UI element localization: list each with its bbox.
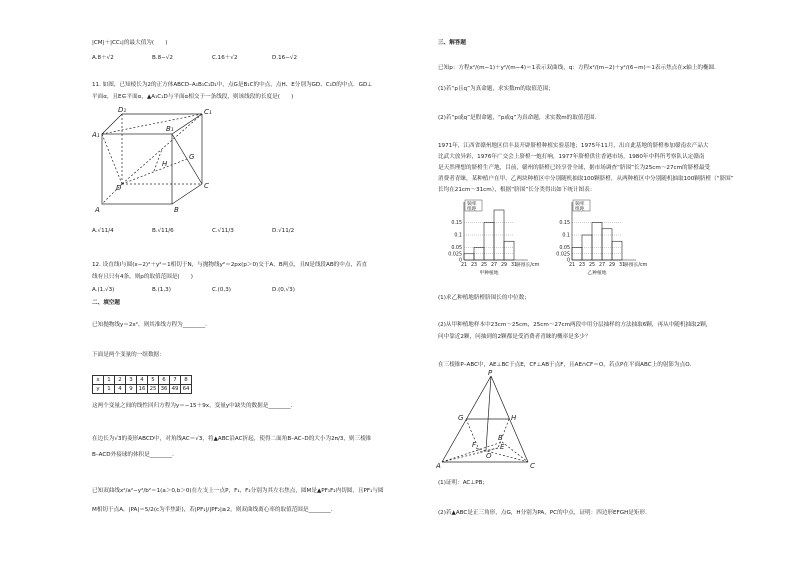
q19-text: 在三棱锥P–ABC中，AE⊥BC于点E，CF⊥AB于点F，且AE∩CF＝O，若点P在平面ABC上的射影为点O．: [438, 362, 696, 368]
label-b: B: [174, 206, 179, 214]
y-tick-label: 0.1: [454, 233, 462, 239]
q18-line1: 1971年，江西省赣州地区信丰县开辟脐橙种植实验基地；1975年11月，出自此基地的脐橙参加赣南农产品大: [438, 143, 709, 149]
label-e: E: [500, 443, 505, 451]
q18-part1: (1)求乙种植地脐橙脐围长的中位数；: [438, 295, 530, 301]
table-cell: 1: [104, 385, 115, 394]
table-cell: x: [93, 376, 104, 385]
table-cell: 49: [170, 385, 181, 394]
y-tick-label: 0.1: [562, 233, 570, 239]
histogram-bar: [592, 223, 602, 261]
q15-line1: 在边长为√3的菱形ABCD中，对角线AC＝√3，将▲ABC沿AC折起，使得二面角B–AC–D的大小为2π/3，则三棱锥: [92, 436, 372, 442]
label-a: A: [436, 462, 441, 470]
q12-option-b: B.(1,3): [152, 287, 171, 293]
label-g: G: [458, 414, 464, 422]
histogram-b: [548, 198, 648, 278]
label-f: F: [472, 441, 477, 449]
q18-part2-line2: 问中靠近2颗，问抽到的2颗都是受消费者青睐的概率是多少？: [438, 334, 591, 340]
x-tick-label: 27: [490, 263, 498, 268]
label-a1: A₁: [92, 131, 100, 139]
q12-option-c: C.(0,3): [212, 287, 231, 293]
x-tick-label: 21: [568, 263, 576, 268]
table-cell: 2: [115, 376, 126, 385]
x-tick-label: 23: [470, 263, 478, 268]
pyramid-figure: [436, 370, 546, 470]
label-g: G: [189, 153, 195, 161]
y-tick-label: 0.025: [556, 252, 570, 258]
label-c: C: [204, 182, 209, 190]
y-tick-label: 0.05: [451, 246, 462, 251]
x-tick-label: 31: [510, 263, 518, 268]
label-d: D: [116, 184, 122, 192]
label-b1: B₁: [166, 125, 174, 133]
section-fill-in: 二、填空题: [92, 300, 120, 306]
table-cell: 6: [159, 376, 170, 385]
histogram-bar: [484, 223, 494, 261]
q11-option-b: B.√11/6: [152, 228, 174, 234]
table-cell: 1: [104, 376, 115, 385]
section-answer: 三、解答题: [438, 40, 466, 46]
y-tick-label: 0: [458, 258, 462, 264]
histogram-bar: [464, 254, 474, 260]
data-table: [92, 375, 192, 394]
x-tick-label: 25: [480, 263, 488, 268]
q11-option-a: A.√11/4: [92, 228, 114, 234]
q10-option-b: B.8−√2: [152, 55, 173, 61]
histogram-bar: [504, 241, 514, 260]
q18-line2: 比武大放异彩，1976年广交会上脐橙一炮打响，1977年脐橙供往香港市场，1980年中科所考察队认定赣南: [438, 154, 705, 160]
x-tick-label: 29: [608, 263, 616, 268]
q18-line4: 消费者青睐，某种植户在甲、乙两块种植区中分别随机抽取100颗脐橙，从两种植区中分别随机抽取100颗脐橙（“脐围”: [438, 176, 734, 182]
q12-option-a: A.(1,√3): [92, 287, 115, 293]
q14-text: 下面是两个变量的一组数据：: [92, 352, 165, 358]
q15-line2: B–ACD外接球的体积是________．: [92, 452, 178, 458]
q11-option-d: D.√11/2: [272, 228, 295, 234]
table-row-x: [93, 376, 192, 385]
q19-part2: (2)若▲ABC是正三角形，点G，H分别为PA，PC的中点，证明：四边形EFGH是矩形.: [438, 510, 647, 516]
y-axis-label: 频率: [467, 202, 477, 207]
label-c1: C₁: [204, 108, 212, 116]
table-cell: 7: [170, 376, 181, 385]
table-cell: 3: [126, 376, 137, 385]
table-cell: 5: [148, 376, 159, 385]
q12-option-d: D.(0,√3): [272, 287, 295, 293]
table-cell: 4: [137, 376, 148, 385]
table-cell: 64: [181, 385, 192, 394]
table-cell: 9: [126, 385, 137, 394]
x-tick-label: 31: [618, 263, 626, 268]
histogram-a: [440, 198, 540, 278]
x-tick-label: 23: [578, 263, 586, 268]
q13-text: 已知抛物线y＝2x²，则其准线方程为________．: [92, 322, 211, 328]
label-h: H: [511, 414, 517, 422]
q17-part2: (2)若“p或q”是假命题，“p或q”为真命题，求实数m的取值范围．: [438, 115, 601, 121]
histogram-bar: [612, 241, 622, 260]
histogram-caption: 乙种植地: [587, 271, 607, 276]
label-a: A: [95, 206, 100, 214]
x-axis-label: 脐围长/cm: [516, 263, 540, 268]
table-cell: 8: [181, 376, 192, 385]
q17-text: 已知p：方程x²/(m−1)＋y²/(m−4)＝1表示双曲线，q：方程x²/(m−2)＋y²/(6−m)＝1表示焦点在x轴上的椭圆．: [438, 65, 720, 71]
q12-line2: 线有且只有4条，则p的取值范围是( ): [92, 274, 193, 280]
table-cell: 36: [159, 385, 170, 394]
q10-option-a: A.8＋√2: [92, 55, 114, 61]
q16-line2: M相切于点A，|PA|＝5/2(c为半焦距)，若|PF₁|/|PF₂|≥2，则双曲线离心率的取值范围是________．: [92, 507, 337, 513]
label-h: H: [162, 160, 168, 168]
x-axis-label: 脐围长/cm: [624, 263, 648, 268]
label-c: C: [530, 462, 535, 470]
label-d1: D₁: [118, 106, 127, 114]
table-row-y: [93, 385, 192, 394]
q19-part1: (1)证明：AC⊥PB；: [438, 480, 489, 486]
q10-option-c: C.16＋√2: [212, 55, 238, 61]
q17-part1: (1)若“p且q”为真命题，求实数m的取值范围；: [438, 86, 554, 92]
y-tick-label: 0.15: [451, 221, 462, 226]
q18-part2-line1: (2)从甲种植地样本中23cm～25cm，25cm～27cm两段中用分层抽样的方法抽取6颗，再从中随机抽取2颗，: [438, 322, 712, 328]
q11-option-c: C.√11/3: [212, 228, 234, 234]
q14-question: 这两个变量之间的线性回归方程为y＝−15＋9x，变量y中缺失的数据是________．: [92, 403, 297, 409]
q11-line2: 平面α，且E∈平面α，▲A₁C₁D与平面α相交于一条线段，则该线段的长度是( ): [92, 94, 294, 100]
y-axis-label: 频率: [575, 202, 585, 207]
q18-line5: 长均在21cm～31cm），根据“脐围”长分类得出如下统计图表：: [438, 187, 596, 193]
y-axis-label-unit: 组距: [467, 207, 477, 212]
y-tick-label: 0.05: [559, 246, 570, 251]
table-cell: 4: [115, 385, 126, 394]
y-axis-label-unit: 组距: [575, 207, 585, 212]
x-tick-label: 27: [598, 263, 606, 268]
x-tick-label: 29: [500, 263, 508, 268]
label-o: O: [486, 452, 492, 460]
table-cell: y: [93, 385, 104, 394]
label-p: P: [488, 370, 493, 377]
q16-line1: 已知双曲线x²/a²−y²/b²＝1(a＞0,b＞0)在左支上一点P，F₁，F₂分别为其左右焦点，圆M是▲PF₁F₂内切圆，且PF₁与圆: [92, 488, 384, 494]
x-tick-label: 25: [588, 263, 596, 268]
q10-tail: |CM|＋|CC₁|的最大值为( ): [92, 40, 168, 46]
q11-line1: 11. 如图，已知棱长为2的正方体ABCD–A₁B₁C₁D₁中，点G是B₁C的中点，点H、E分别为GD、C₁D的中点．GD⊥: [92, 82, 373, 88]
table-cell: 16: [137, 385, 148, 394]
q10-option-d: D.16−√2: [272, 55, 298, 61]
cube-figure: [92, 104, 222, 214]
y-tick-label: 0: [566, 258, 570, 264]
histogram-bar: [602, 229, 612, 260]
histogram-caption: 甲种植地: [479, 271, 499, 276]
x-tick-label: 21: [460, 263, 468, 268]
label-b: B: [498, 434, 503, 442]
q18-line3: 是天然理想的脐橙生产地，目前，赣州的脐橙已经享誉全球，据市场调查“脐围”长为25cm～27cm的脐橙最受: [438, 165, 711, 171]
q12-line1: 12. 设直线l与圆(x−2)²＋y²＝1相切于N，与抛物线y²＝2px(p＞0)交于A、B两点，且N是线段AB的中点，若直: [92, 262, 368, 268]
y-tick-label: 0.025: [448, 252, 462, 258]
y-tick-label: 0.15: [559, 221, 570, 226]
table-cell: 25: [148, 385, 159, 394]
